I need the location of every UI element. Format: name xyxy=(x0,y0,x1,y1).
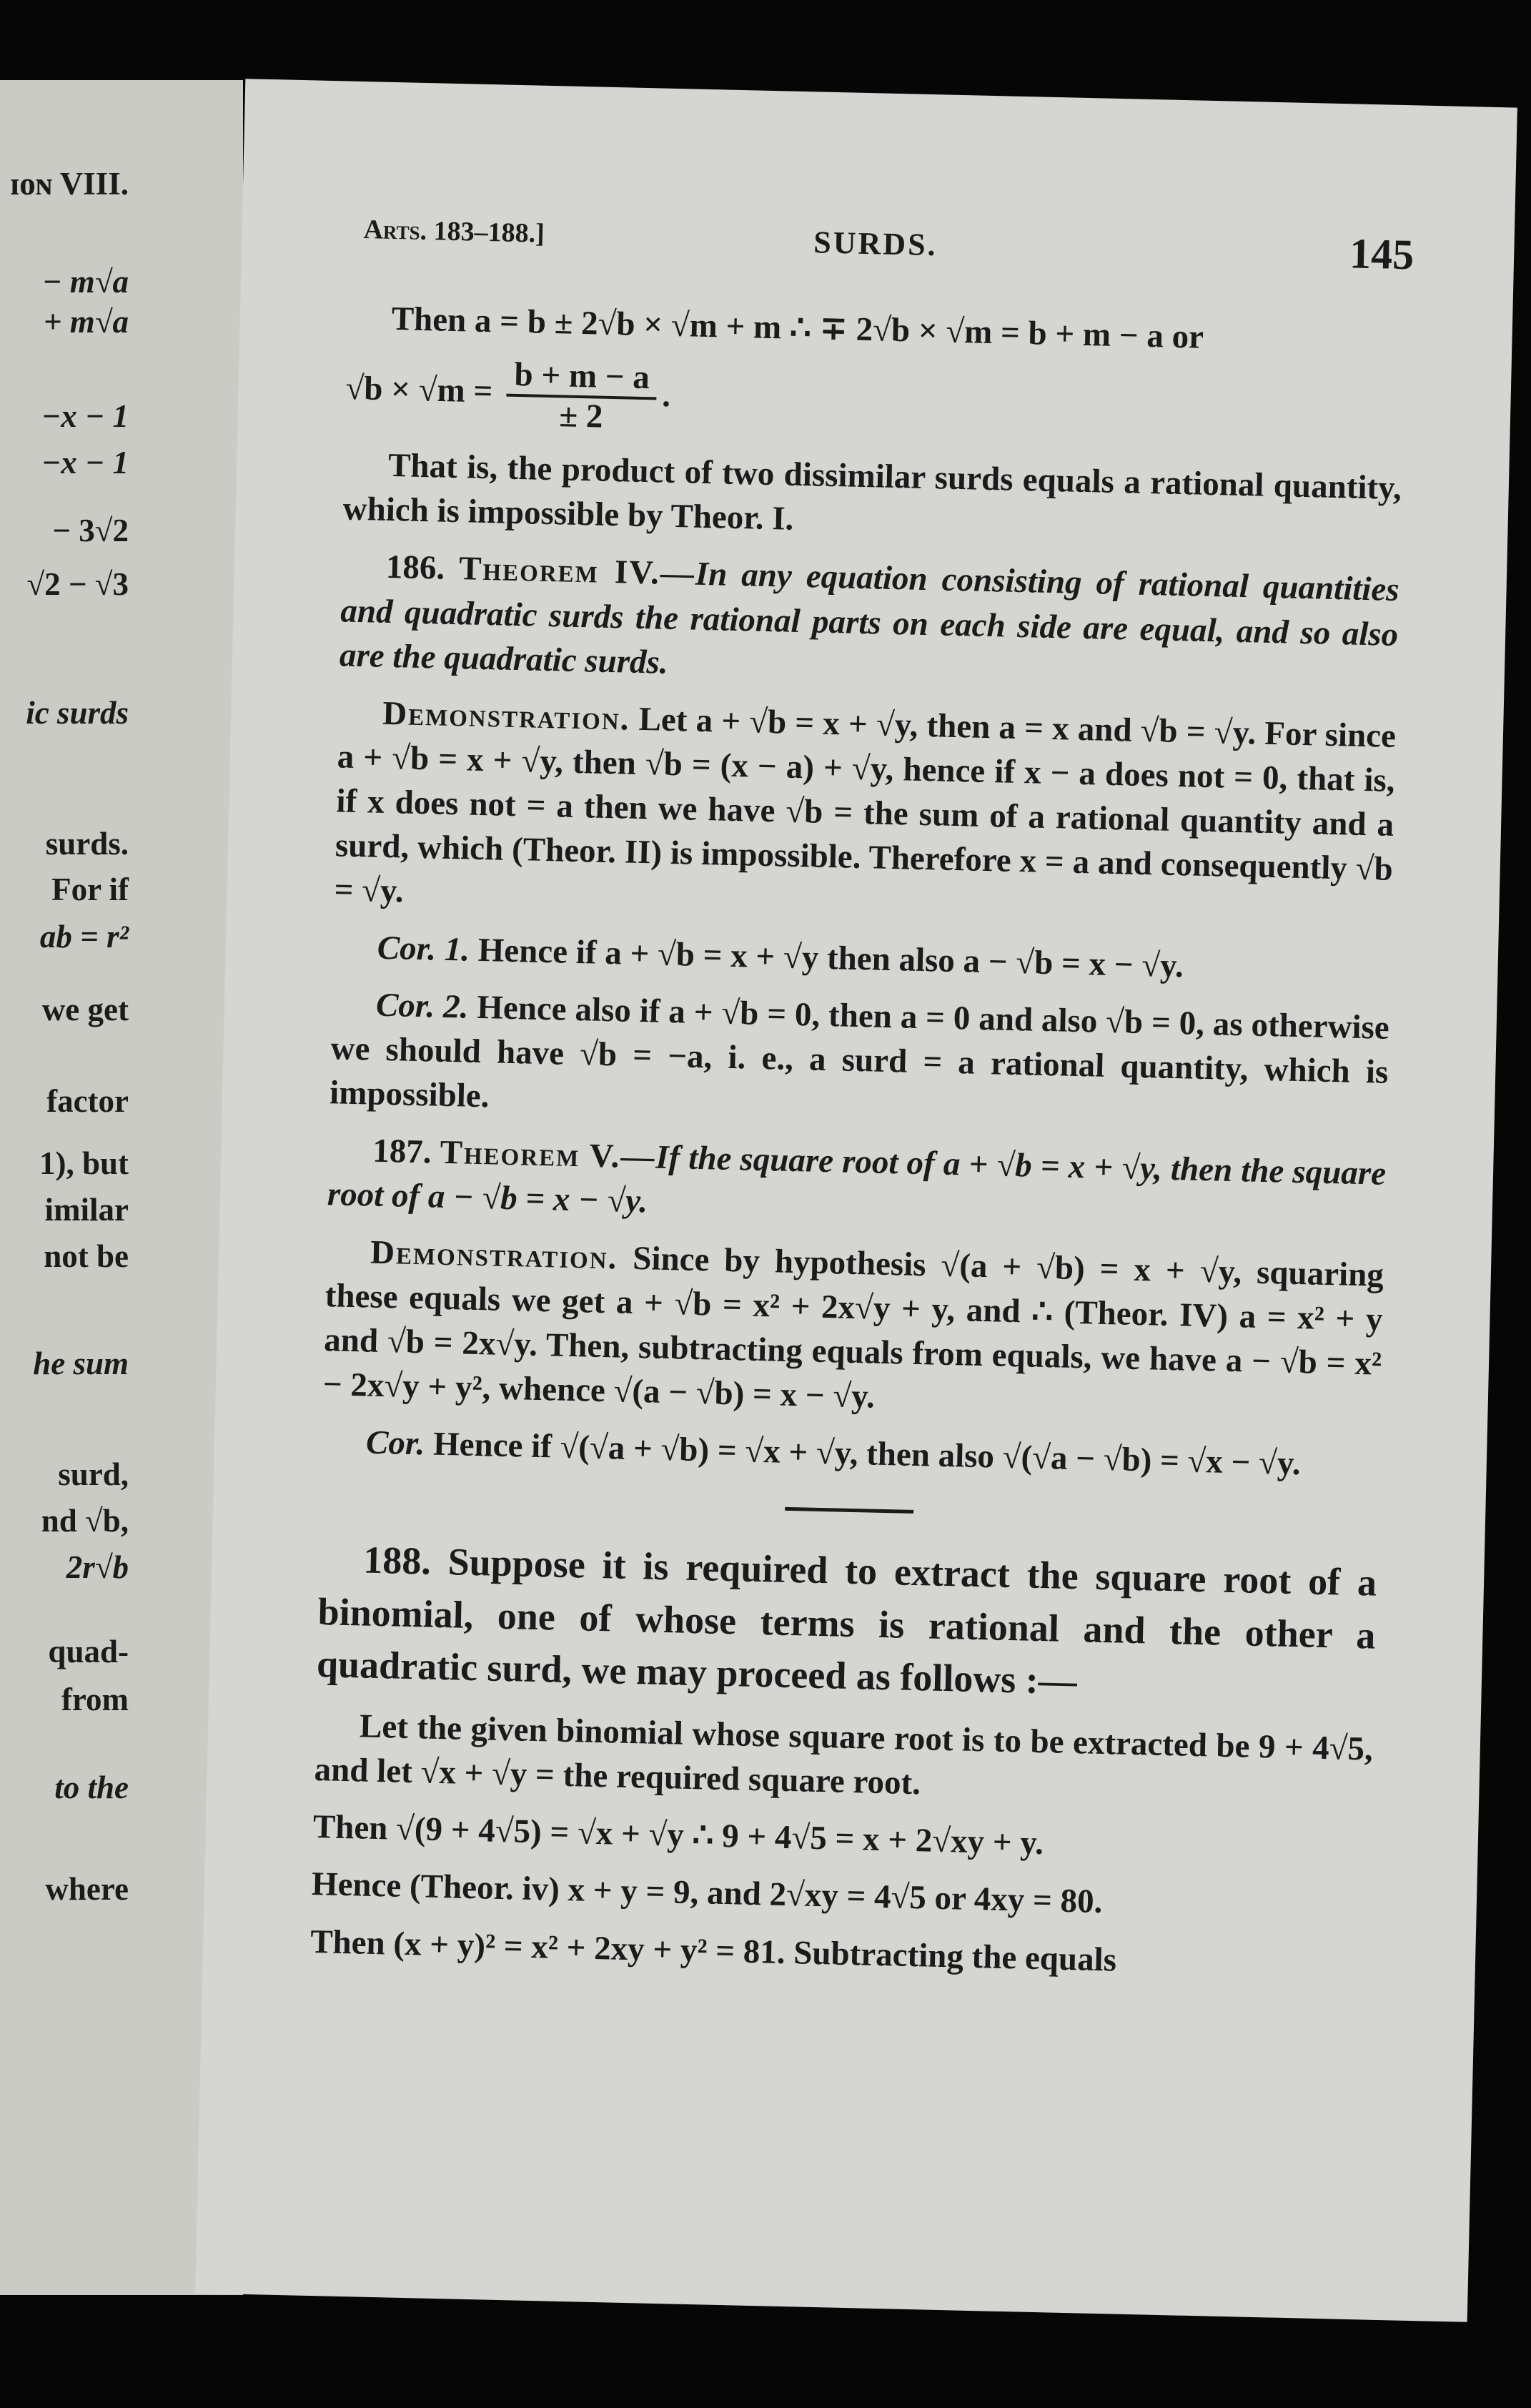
equation-line: Then √(9 + 4√5) = √x + √y ∴ 9 + 4√5 = x + 2√xy + y. xyxy=(312,1808,1044,1862)
demonstration-label: Demonstration. xyxy=(382,694,631,738)
facing-page-fragment: 2r√b xyxy=(66,1549,129,1585)
facing-page-fragment: ab = r² xyxy=(39,919,129,954)
facing-page-fragment: nd √b, xyxy=(41,1503,129,1539)
article-number: 186. xyxy=(385,548,445,588)
running-head xyxy=(241,211,1514,297)
facing-page-fragment: quad- xyxy=(48,1634,129,1669)
facing-page-fragment: where xyxy=(45,1871,129,1907)
page-number: 145 xyxy=(1349,230,1414,279)
article-188: 188. Suppose it is required to extract the square root of a binomial, one of whose terms is rational and the other a quadratic surd, we may proceed as follows :— xyxy=(316,1538,1377,1703)
facing-page-fragment: surd, xyxy=(58,1456,129,1492)
facing-page-fragment: + m√a xyxy=(43,304,129,340)
equation-text: √b × √m = xyxy=(345,370,493,410)
fraction xyxy=(506,357,658,437)
equation-text: Then a = b ± 2√b × √m + m ∴ ∓ 2√b × √m = b + m − a or xyxy=(391,300,1204,356)
facing-page-fragment: − 3√2 xyxy=(52,513,129,548)
facing-page-fragment: from xyxy=(61,1682,129,1717)
corollary-label: Cor. xyxy=(365,1423,426,1463)
book-page xyxy=(195,79,1517,2322)
theorem-statement: If the square root of a + √b = x + √y, then the square root of a − √b = x − √y. xyxy=(327,1138,1387,1220)
facing-page-fragment: he sum xyxy=(33,1346,129,1381)
demonstration-text: Let a + √b = x + √y, then a = x and √b = √y. For since a + √b = x + √y, then √b = (x − a) + √y, hence if x − a does not = 0, that is, if x does not = a then we have √b = the sum of a rational quantity and a surd, which (Theor. II) is impossible. Therefore x = a and consequently √b = √y. xyxy=(334,700,1397,910)
article-number: 187. xyxy=(372,1132,432,1171)
section-divider xyxy=(785,1507,913,1514)
demonstration xyxy=(322,1229,1384,1431)
corollary-text: Hence if √(√a + √b) = √x + √y, then also √(√a − √b) = √x − √y. xyxy=(432,1425,1302,1483)
equation-line xyxy=(347,296,1405,365)
demonstration-label: Demonstration. xyxy=(370,1233,618,1277)
corollary-label: Cor. 2. xyxy=(375,986,470,1026)
demonstration xyxy=(334,690,1397,936)
facing-page-fragment: imilar xyxy=(44,1192,129,1228)
facing-page-fragment: √2 − √3 xyxy=(26,566,129,602)
facing-page-fragment: surds. xyxy=(45,826,129,862)
equation-line: Hence (Theor. iv) x + y = 9, and 2√xy = 4√5 or 4xy = 80. xyxy=(311,1865,1103,1921)
page-content xyxy=(309,296,1405,2001)
equation-line: √b × √m = $\frac{b + m - a}{\pm 2}$ . xyxy=(345,353,1404,454)
facing-page-fragment: −x − 1 xyxy=(41,398,129,434)
paragraph: That is, the product of two dissimilar surds equals a rational quantity, which is impossible by Theor. I. xyxy=(342,447,1402,538)
corollary-text: Hence also if a + √b = 0, then a = 0 and also √b = 0, as otherwise we should have √b = −a, i. e., a surd = a rational quantity, which is impossible. xyxy=(329,988,1390,1115)
corollary-label: Cor. 1. xyxy=(377,929,470,969)
equation-line: Then (x + y)² = x² + 2xy + y² = 81. Subtracting the equals xyxy=(309,1923,1117,1979)
theorem-label: Theorem IV.— xyxy=(458,550,696,593)
demonstration-text: Since by hypothesis √(a + √b) = x + √y, squaring these equals we get a + √b = x² + 2x√y + y, and ∴ (Theor. IV) a = x² + y and √b = 2x√y. Then, subtracting equals from equals, we have a − √b = x² − 2x√y + y², whence √(a − √b) = x − √y. xyxy=(322,1239,1384,1416)
facing-page-fragment: factor xyxy=(46,1083,129,1119)
theorem-label: Theorem V.— xyxy=(440,1133,656,1176)
corollary xyxy=(332,924,1391,993)
facing-page-fragment: 1), but xyxy=(39,1145,129,1181)
article-186 xyxy=(339,544,1399,701)
running-title: SURDS. xyxy=(813,224,938,263)
facing-page-fragment: − m√a xyxy=(42,264,129,300)
fraction-numerator: b + m − a xyxy=(507,357,658,400)
facing-page-fragment: ic surds xyxy=(26,695,129,731)
facing-page-fragment: not be xyxy=(44,1238,129,1274)
paragraph: Let the given binomial whose square root is to be extracted be 9 + 4√5, and let √x + √y = the required square root. xyxy=(314,1707,1374,1802)
facing-page-fragment: we get xyxy=(41,992,129,1027)
facing-page-fragment: For if xyxy=(51,872,129,907)
section-reference: Arts. 183–188.] xyxy=(363,214,545,249)
facing-page-fragment: −x − 1 xyxy=(41,445,129,480)
article-187 xyxy=(327,1127,1386,1240)
fraction-denominator: ± 2 xyxy=(558,397,604,435)
facing-page-fragment: ɪᴏɴ VIII. xyxy=(10,166,129,202)
facing-page-fragment: to the xyxy=(54,1770,129,1805)
corollary-text: Hence if a + √b = x + √y then also a − √b = x − √y. xyxy=(477,931,1184,985)
theorem-statement: In any equation consisting of rational quantities and quadratic surds the rational parts on each side are equal, and so also are the quadratic surds. xyxy=(339,556,1400,681)
corollary xyxy=(330,982,1390,1139)
corollary xyxy=(321,1419,1379,1488)
